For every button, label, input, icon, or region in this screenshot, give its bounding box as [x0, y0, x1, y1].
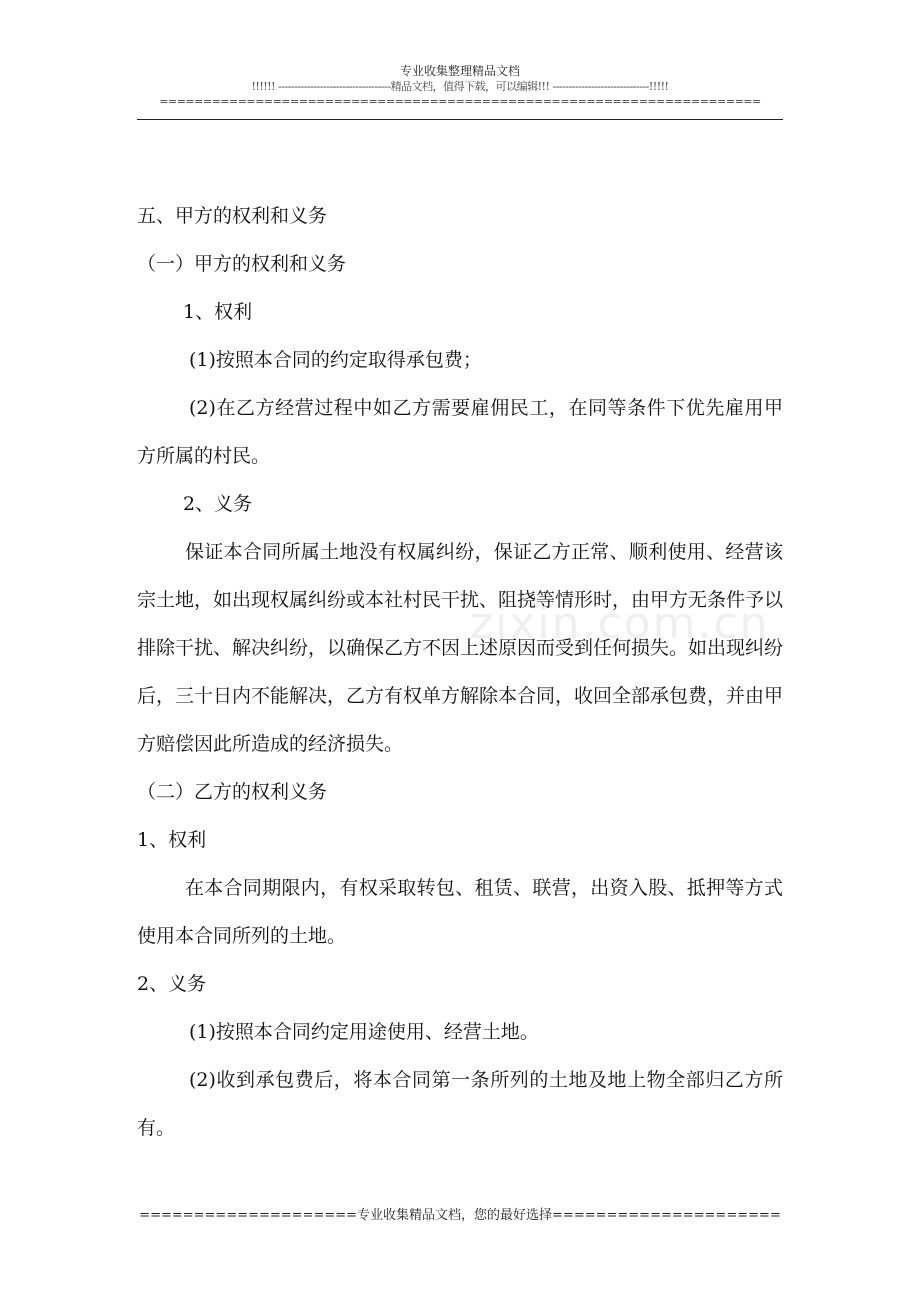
- page-header: [137, 64, 783, 109]
- header-rule: [137, 119, 783, 120]
- party-b-duties-heading: 2、义务: [137, 973, 207, 995]
- party-a-right-2: (2)在乙方经营过程中如乙方需要雇佣民工，在同等条件下优先雇用甲方所属的村民。: [137, 397, 783, 467]
- page-footer: ====================专业收集精品文档，您的最好选择=====================: [139, 1208, 781, 1223]
- party-a-rights-heading: 1、权利: [183, 301, 253, 323]
- party-a-heading: （一）甲方的权利和义务: [137, 253, 347, 275]
- header-tagline: !!!!!! -----------------------------------精品文档，值得下载，可以编辑!!! ------------------------------!!!!!: [251, 80, 669, 93]
- section-heading: 五、甲方的权利和义务: [137, 205, 328, 227]
- header-title: 专业收集整理精品文档: [399, 64, 520, 78]
- header-separator: =====================================================================: [159, 95, 761, 108]
- party-b-heading: （二）乙方的权利义务: [137, 781, 328, 803]
- party-b-right-text: 在本合同期限内，有权采取转包、租赁、联营，出资入股、抵押等方式使用本合同所列的土地。: [137, 877, 783, 947]
- party-b-rights-heading: 1、权利: [137, 829, 207, 851]
- party-b-duty-1: (1)按照本合同约定用途使用、经营土地。: [189, 1021, 539, 1043]
- party-b-duty-2: (2)收到承包费后，将本合同第一条所列的土地及地上物全部归乙方所有。: [137, 1069, 783, 1139]
- party-a-duty-text: 保证本合同所属土地没有权属纠纷，保证乙方正常、顺利使用、经营该宗土地，如出现权属纠纷或本社村民干扰、阻挠等情形时，由甲方无条件予以排除干扰、解决纠纷，以确保乙方不因上述原因而受到任何损失。如出现纠纷后，三十日内不能解决，乙方有权单方解除本合同，收回全部承包费，并由甲方赔偿因此所造成的经济损失。: [137, 541, 784, 755]
- party-a-duties-heading: 2、义务: [183, 493, 253, 515]
- party-a-right-1: (1)按照本合同的约定取得承包费；: [189, 349, 482, 371]
- watermark-text: zixin.com.cn: [470, 598, 770, 649]
- document-body: [137, 192, 783, 1152]
